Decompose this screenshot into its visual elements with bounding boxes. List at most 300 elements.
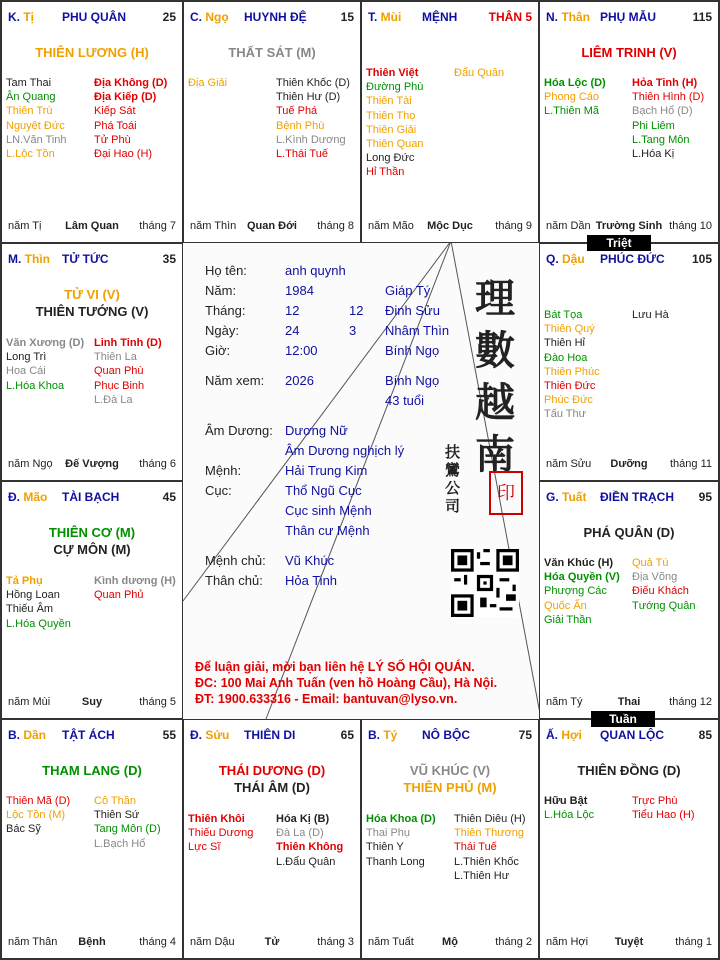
- amduong: Dương Nữ: [285, 423, 348, 438]
- year-label: Năm:: [205, 283, 237, 298]
- center-info: [183, 243, 539, 719]
- contact-phone-email: ĐT: 1900.633316 - Email: bantuvan@lyso.vn.: [195, 692, 458, 706]
- minor-star: Đại Hao (H): [94, 148, 153, 161]
- palace-footer: [8, 458, 176, 472]
- minor-star: Thiên Đức: [544, 380, 596, 393]
- minor-stars-right: [454, 66, 504, 80]
- branch-label: G. Tuất: [546, 490, 587, 504]
- palace-footer: [368, 220, 532, 234]
- hour-can-chi: Bính Ngọ: [385, 343, 440, 358]
- birth-year: 1984: [285, 283, 314, 298]
- palace-cell-hoi: [539, 719, 719, 959]
- palace-footer: [546, 220, 712, 234]
- minor-stars-right: [632, 308, 669, 322]
- minor-star: Hỉ Thần: [366, 166, 405, 179]
- minor-star: Quan Phủ: [94, 589, 144, 602]
- minor-star: Địa Kiếp (D): [94, 91, 157, 104]
- palace-footer: [546, 458, 712, 472]
- minor-star: Phục Binh: [94, 379, 145, 392]
- branch-label: T. Mùi: [368, 10, 402, 24]
- minor-star: Thái Tuế: [454, 841, 497, 854]
- branch-label: Đ. Sửu: [190, 728, 230, 742]
- minor-star: Thiên Không: [276, 841, 344, 854]
- minor-stars-right: [632, 794, 695, 822]
- palace-header: [190, 10, 354, 26]
- month-can-chi: Đinh Sửu: [385, 303, 440, 318]
- life-stage: Quan Đới: [247, 220, 297, 232]
- palace-name: THIÊN DI: [244, 728, 296, 742]
- menh: Hải Trung Kim: [285, 463, 368, 478]
- minor-stars-right: [94, 794, 161, 851]
- main-star: TỬ VI (V): [64, 287, 120, 302]
- palace-header: [8, 10, 176, 26]
- small-seal-text: 扶鸞公司: [445, 443, 461, 515]
- month-label: tháng 3: [317, 936, 354, 948]
- palace-number: 35: [162, 252, 176, 266]
- minor-star: LN.Văn Tinh: [6, 133, 67, 146]
- life-stage: Trường Sinh: [595, 220, 663, 232]
- minor-star: Phong Cáo: [544, 91, 600, 104]
- palace-name: TẬT ÁCH: [62, 728, 115, 742]
- minor-star: Long Đức: [366, 152, 415, 165]
- minor-star: Địa Không (D): [94, 77, 168, 89]
- palace-cell-thin: [1, 243, 183, 481]
- palace-cell-than: [539, 1, 719, 243]
- palace-number: 95: [698, 490, 712, 504]
- palace-name: TÀI BẠCH: [62, 490, 120, 504]
- minor-star: L.Thái Tuế: [276, 148, 328, 161]
- info-labels-2: [205, 421, 273, 591]
- minor-star: Tam Thai: [6, 77, 52, 89]
- year-label: năm Tý: [546, 696, 583, 708]
- minor-star: Thiên La: [94, 351, 137, 364]
- palace-cell-suu: [183, 719, 361, 959]
- minor-star: L.Tang Môn: [632, 133, 690, 146]
- main-star: THẤT SÁT (M): [228, 45, 316, 60]
- name-label: Họ tên:: [205, 263, 247, 278]
- minor-star: Tướng Quân: [632, 599, 696, 612]
- minor-star: Lộc Tồn (M): [6, 809, 66, 822]
- main-star: LIÊM TRINH (V): [581, 45, 677, 60]
- branch-label: Đ. Mão: [8, 490, 48, 504]
- minor-star: Thiên Hình (D): [632, 91, 705, 104]
- tuan-tag: Tuần: [591, 711, 655, 727]
- minor-star: Hóa Khoa (D): [366, 813, 436, 825]
- main-stars: [362, 762, 538, 796]
- life-stage: Thai: [617, 696, 641, 708]
- palace-footer: [368, 936, 532, 950]
- qr-code-icon: [451, 549, 519, 617]
- life-stage: Suy: [81, 696, 103, 708]
- minor-star: Thiên Diêu (H): [454, 813, 526, 825]
- minor-star: Phượng Các: [544, 585, 607, 598]
- year-label: năm Mão: [368, 220, 414, 232]
- minor-star: Địa Giải: [188, 77, 228, 89]
- year-label: năm Tuất: [368, 936, 414, 948]
- life-stage: Bệnh: [78, 936, 106, 948]
- cuc: Thổ Ngũ Cục: [285, 483, 362, 498]
- minor-star: Tử Phù: [94, 133, 131, 146]
- palace-name: PHỤ MẪU: [600, 10, 656, 24]
- life-stage: Dưỡng: [610, 458, 648, 470]
- palace-cell-ngo: [183, 1, 361, 243]
- info-labels: [205, 261, 264, 391]
- minor-star: Bác Sỹ: [6, 823, 41, 836]
- minor-star: Quả Tú: [632, 557, 669, 569]
- minor-star: Kình dương (H): [94, 575, 176, 587]
- month-label: tháng 7: [139, 220, 176, 232]
- life-stage: Tuyệt: [614, 936, 644, 948]
- minor-star: Lực Sĩ: [188, 841, 221, 854]
- minor-star: Tuế Phá: [276, 105, 318, 118]
- palace-number: 25: [162, 10, 176, 24]
- month-label: tháng 6: [139, 458, 176, 470]
- minor-star: Quan Phù: [94, 365, 144, 378]
- palace-header: [8, 252, 176, 268]
- palace-footer: [8, 220, 176, 234]
- minor-star: L.Thiên Hư: [454, 869, 510, 882]
- lunar-month: 12: [349, 303, 364, 318]
- palace-header: [546, 490, 712, 506]
- amduong-relation: Âm Dương nghịch lý: [285, 443, 405, 458]
- palace-header: [546, 10, 712, 26]
- year-label: năm Thìn: [190, 220, 237, 232]
- minor-star: Bát Tọa: [544, 309, 583, 321]
- info-values-2: [285, 421, 404, 591]
- minor-stars-left: [544, 794, 594, 822]
- month-label: tháng 11: [669, 458, 712, 470]
- month-label: tháng 10: [669, 220, 712, 232]
- year-label: năm Hợi: [546, 936, 589, 948]
- minor-star: Hóa Kị (B): [276, 813, 330, 825]
- than-chu: Hỏa Tinh: [285, 573, 338, 588]
- minor-star: Kiếp Sát: [94, 105, 136, 118]
- main-star: THÁI DƯƠNG (D): [218, 763, 326, 778]
- month-label: tháng 9: [495, 220, 532, 232]
- palace-cell-mao: [1, 481, 183, 719]
- minor-star: Thiên Quý: [544, 323, 595, 336]
- minor-star: Linh Tinh (D): [94, 337, 162, 349]
- main-star: THIÊN ĐỒNG (D): [577, 763, 681, 778]
- life-stage: Lâm Quan: [65, 220, 119, 232]
- minor-stars-left: [366, 66, 423, 180]
- main-stars: [184, 762, 360, 796]
- main-stars: [540, 762, 718, 779]
- palace-cell-dan: [1, 719, 183, 959]
- menh-label: Mệnh:: [205, 463, 242, 478]
- palace-footer: [8, 696, 176, 710]
- minor-star: L.Đẩu Quân: [276, 855, 336, 868]
- palace-name: PHÚC ĐỨC: [600, 252, 665, 266]
- minor-stars-right: [94, 574, 176, 602]
- minor-star: Thai Phụ: [366, 827, 411, 840]
- palace-number: THÂN 5: [488, 10, 532, 24]
- info-lunar: [349, 301, 363, 341]
- person-name: anh quynh: [285, 263, 346, 278]
- palace-header: [368, 10, 532, 26]
- birth-hour: 12:00: [285, 343, 318, 358]
- minor-stars-left: [188, 812, 253, 855]
- minor-star: Hóa Lộc (D): [544, 77, 606, 89]
- branch-label: M. Thìn: [8, 252, 50, 266]
- minor-stars-right: [94, 76, 167, 161]
- month-label: tháng 1: [675, 936, 712, 948]
- month-label: tháng 12: [669, 696, 712, 708]
- branch-label: Q. Dậu: [546, 252, 585, 266]
- palace-name: NÔ BỘC: [422, 728, 470, 742]
- minor-star: Thiên Khôi: [188, 813, 245, 825]
- life-stage: Mộc Dục: [427, 220, 473, 232]
- minor-star: Quốc Ấn: [544, 599, 587, 612]
- branch-label: B. Tý: [368, 728, 398, 742]
- palace-name: ĐIỀN TRẠCH: [600, 490, 674, 504]
- year-label: năm Dần: [546, 220, 591, 232]
- minor-star: Thiên Y: [366, 841, 404, 854]
- menh-chu: Vũ Khúc: [285, 553, 335, 568]
- contact-address: ĐC: 100 Mai Anh Tuấn (ven hồ Hoàng Cầu), Hà Nội.: [195, 676, 498, 690]
- minor-star: Cô Thần: [94, 795, 136, 807]
- lunar-day: 3: [349, 323, 357, 338]
- triet-tag: Triệt: [587, 235, 651, 251]
- age: 43 tuổi: [385, 393, 425, 408]
- palace-number: 15: [340, 10, 354, 24]
- minor-stars-left: [544, 556, 620, 627]
- year-label: năm Thân: [8, 936, 58, 948]
- palace-number: 65: [340, 728, 354, 742]
- minor-star: Hữu Bật: [544, 795, 588, 807]
- minor-star: Hồng Loan: [6, 589, 60, 602]
- palace-cell-ty: [361, 719, 539, 959]
- minor-star: Điếu Khách: [632, 585, 689, 598]
- contact-info: [195, 659, 497, 707]
- birth-month: 12: [285, 303, 300, 318]
- minor-star: Thiên Hư (D): [276, 91, 341, 104]
- branch-label: K. Tị: [8, 10, 35, 24]
- palace-header: [546, 728, 712, 744]
- minor-star: L.Kình Dương: [276, 133, 346, 146]
- calligraphy-seal: 理 數 越 南: [475, 275, 515, 478]
- palace-number: 85: [698, 728, 712, 742]
- minor-star: Thiên Mã (D): [6, 795, 71, 807]
- minor-stars-right: [276, 76, 350, 161]
- main-stars: [2, 762, 182, 779]
- minor-star: L.Hóa Kị: [632, 148, 675, 161]
- amduong-label: Âm Dương:: [205, 423, 273, 438]
- minor-stars-left: [6, 76, 67, 161]
- branch-label: N. Thân: [546, 10, 591, 24]
- palace-header: [8, 490, 176, 506]
- minor-star: Bệnh Phù: [276, 119, 325, 132]
- year-label: năm Tị: [8, 220, 42, 232]
- minor-star: Lưu Hà: [632, 309, 669, 321]
- minor-star: Phi Liêm: [632, 119, 675, 132]
- life-stage: Đế Vượng: [65, 458, 119, 470]
- life-stage: Mộ: [442, 936, 458, 948]
- cuc-label: Cục:: [205, 483, 232, 498]
- palace-header: [546, 252, 712, 268]
- palace-number: 45: [162, 490, 176, 504]
- minor-stars-left: [544, 308, 600, 422]
- than-cu: Thân cư Mệnh: [285, 523, 370, 538]
- minor-star: Tang Môn (D): [94, 823, 161, 836]
- main-stars: [540, 524, 718, 541]
- minor-star: Trực Phù: [632, 795, 678, 807]
- minor-star: Đà La (D): [276, 827, 324, 840]
- minor-star: Hoa Cái: [6, 365, 46, 378]
- palace-footer: [190, 220, 354, 234]
- minor-star: Đào Hoa: [544, 351, 588, 364]
- minor-star: L.Hóa Lộc: [544, 809, 595, 822]
- palace-number: 105: [691, 252, 712, 266]
- month-label: tháng 4: [139, 936, 176, 948]
- minor-star: Thiên Việt: [366, 67, 419, 79]
- view-can-chi: Bính Ngọ: [385, 373, 440, 388]
- minor-star: Thanh Long: [366, 855, 425, 868]
- minor-stars-left: [188, 76, 227, 90]
- minor-star: Long Trì: [6, 351, 47, 364]
- minor-star: Thiên Sứ: [94, 809, 140, 822]
- minor-star: Thiếu Âm: [6, 603, 54, 616]
- palace-cell-ti: [1, 1, 183, 243]
- minor-star: L.Bạch Hổ: [94, 837, 146, 850]
- palace-cell-mui: [361, 1, 539, 243]
- minor-star: Thiên Phúc: [544, 365, 600, 378]
- year-label: năm Ngọ: [8, 458, 53, 470]
- minor-stars-right: [276, 812, 343, 869]
- main-star: THIÊN PHỦ (M): [403, 780, 497, 795]
- view-year-label: Năm xem:: [205, 373, 265, 388]
- month-label: tháng 5: [139, 696, 176, 708]
- palace-name: PHU QUÂN: [62, 10, 127, 24]
- than-chu-label: Thân chủ:: [205, 573, 263, 588]
- minor-star: Thiên Giải: [366, 123, 417, 136]
- minor-star: Thiên Quan: [366, 138, 424, 151]
- palace-footer: [546, 936, 712, 950]
- menh-chu-label: Mệnh chủ:: [205, 553, 266, 568]
- palace-footer: [546, 696, 712, 710]
- minor-stars-right: [632, 556, 696, 613]
- info-can-chi: [385, 281, 449, 411]
- minor-stars-left: [6, 794, 70, 837]
- minor-stars-left: [544, 76, 606, 119]
- minor-star: Phúc Đức: [544, 394, 593, 407]
- branch-label: Ấ. Hợi: [546, 728, 582, 742]
- day-label: Ngày:: [205, 323, 239, 338]
- main-star: THIÊN TƯỚNG (V): [35, 304, 149, 319]
- minor-stars-right: [94, 336, 162, 407]
- minor-star: Thiên Khốc (D): [276, 77, 350, 89]
- main-stars: [184, 44, 360, 61]
- main-stars: [2, 524, 182, 558]
- minor-star: Đẩu Quân: [454, 67, 505, 79]
- main-star: THIÊN CƠ (M): [48, 525, 136, 540]
- minor-star: Đường Phù: [366, 81, 424, 94]
- minor-star: Tiểu Hao (H): [632, 809, 695, 822]
- minor-star: L.Hóa Khoa: [6, 379, 65, 392]
- main-star: CỰ MÔN (M): [53, 542, 131, 557]
- main-star: THIÊN LƯƠNG (H): [35, 45, 149, 60]
- palace-name: TỬ TỨC: [62, 252, 109, 266]
- minor-star: Tả Phụ: [6, 575, 43, 587]
- main-stars: [2, 44, 182, 61]
- palace-header: [190, 728, 354, 744]
- year-label: năm Mùi: [8, 696, 51, 708]
- branch-label: C. Ngọ: [190, 10, 229, 24]
- month-label: tháng 8: [317, 220, 354, 232]
- view-year: 2026: [285, 373, 314, 388]
- minor-star: Thiên Trù: [6, 105, 53, 118]
- main-star: PHÁ QUÂN (D): [583, 525, 675, 540]
- main-stars: [540, 44, 718, 61]
- minor-star: Hỏa Tinh (H): [632, 77, 698, 89]
- palace-number: 75: [518, 728, 532, 742]
- main-stars: [2, 286, 182, 320]
- minor-star: Thiên Tài: [366, 95, 412, 108]
- palace-header: [8, 728, 176, 744]
- minor-star: Địa Võng: [632, 571, 678, 584]
- year-label: năm Dậu: [190, 936, 235, 948]
- palace-cell-tuat: [539, 481, 719, 719]
- palace-footer: [8, 936, 176, 950]
- minor-stars-right: [632, 76, 704, 161]
- minor-star: L.Thiên Khốc: [454, 855, 519, 868]
- main-star: THAM LANG (D): [42, 763, 142, 778]
- palace-name: QUAN LỘC: [600, 728, 664, 742]
- minor-star: Hóa Quyền (V): [544, 571, 620, 584]
- minor-star: Văn Khúc (H): [544, 557, 614, 569]
- palace-number: 115: [692, 10, 712, 24]
- main-star: THÁI ÂM (D): [234, 780, 310, 795]
- palace-cell-dau: [539, 243, 719, 481]
- branch-label: B. Dần: [8, 728, 47, 742]
- minor-star: Thiên Hỉ: [544, 337, 585, 350]
- minor-stars-left: [6, 336, 84, 393]
- palace-footer: [190, 936, 354, 950]
- cuc-relation: Cục sinh Mệnh: [285, 503, 372, 518]
- palace-number: 55: [162, 728, 176, 742]
- contact-line-1: Để luận giải, mời bạn liên hệ LÝ SỐ HỘI QUÁN.: [195, 660, 475, 674]
- minor-star: Bạch Hổ (D): [632, 105, 693, 118]
- minor-star: L.Lộc Tồn: [6, 148, 55, 161]
- minor-star: Thiên Thương: [454, 827, 525, 840]
- minor-stars-right: [454, 812, 526, 883]
- minor-star: Ân Quang: [6, 91, 56, 104]
- month-label: Tháng:: [205, 303, 246, 318]
- info-values: [285, 261, 346, 391]
- palace-name: MỆNH: [422, 10, 458, 24]
- day-can-chi: Nhâm Thìn: [385, 323, 450, 338]
- palace-header: [368, 728, 532, 744]
- minor-star: L.Đà La: [94, 393, 133, 406]
- minor-star: L.Thiên Mã: [544, 105, 600, 118]
- minor-star: Phá Toái: [94, 119, 137, 132]
- life-stage: Tử: [264, 936, 280, 948]
- minor-star: Thiếu Dương: [188, 827, 254, 840]
- month-label: tháng 2: [495, 936, 532, 948]
- minor-star: Tấu Thư: [544, 408, 587, 421]
- year-can-chi: Giáp Tý: [385, 283, 431, 298]
- minor-star: Văn Xương (D): [6, 337, 85, 349]
- year-label: năm Sửu: [546, 458, 592, 470]
- hour-label: Giờ:: [205, 343, 231, 358]
- red-seal-icon: 印: [489, 471, 523, 515]
- palace-name: HUYNH ĐỆ: [244, 10, 307, 24]
- minor-star: Nguyệt Đức: [6, 119, 65, 132]
- main-star: VŨ KHÚC (V): [409, 763, 491, 778]
- minor-stars-left: [366, 812, 436, 869]
- minor-stars-left: [6, 574, 71, 631]
- minor-star: L.Hóa Quyền: [6, 617, 71, 630]
